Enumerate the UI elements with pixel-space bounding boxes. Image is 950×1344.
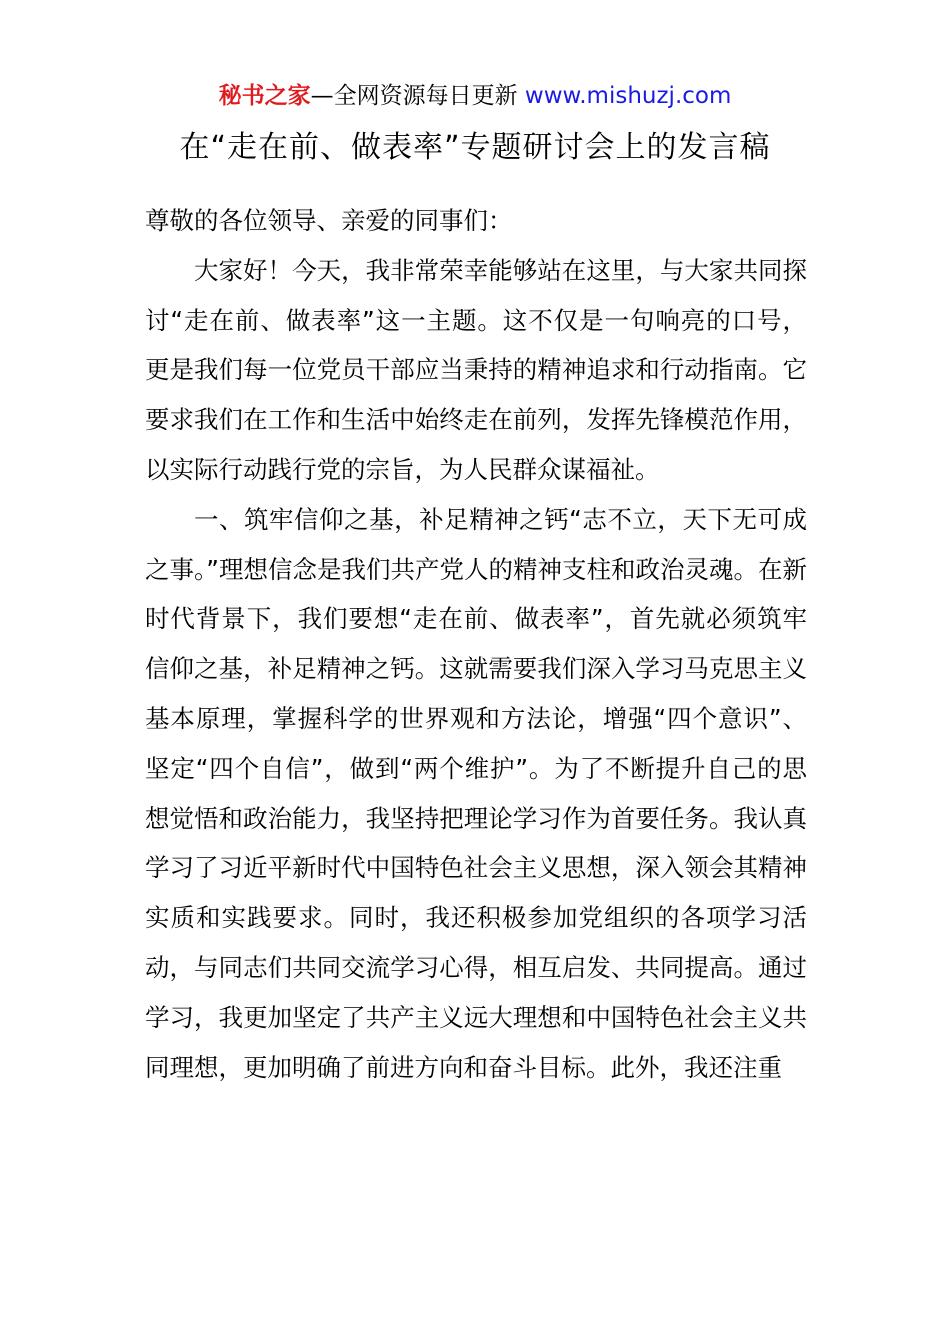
paragraph-opening: 大家好！今天，我非常荣幸能够站在这里，与大家共同探讨“走在前、做表率”这一主题。这不仅是一句响亮的口号，更是我们每一位党员干部应当秉持的精神追求和行动指南。它要求我们在工作和生活中始终走在前列，发挥先锋模范作用，以实际行动践行党的宗旨，为人民群众谋福祉。 bbox=[145, 255, 807, 484]
site-banner bbox=[0, 80, 950, 112]
salutation: 尊敬的各位领导、亲爱的同事们： bbox=[145, 206, 513, 235]
paragraph-section-one: 一、筑牢信仰之基，补足精神之钙“志不立，天下无可成之事。”理想信念是我们共产党人的精神支柱和政治灵魂。在新时代背景下，我们要想“走在前、做表率”，首先就必须筑牢信仰之基，补足精神之钙。这就需要我们深入学习马克思主义基本原理，掌握科学的世界观和方法论，增强“四个意识”、坚定“四个自信”，做到“两个维护”。为了不断提升自己的思想觉悟和政治能力，我坚持把理论学习作为首要任务。我认真学习了习近平新时代中国特色社会主义思想，深入领会其精神实质和实践要求。同时，我还积极参加党组织的各项学习活动，与同志们共同交流学习心得，相互启发、共同提高。通过学习，我更加坚定了共产主义远大理想和中国特色社会主义共同理想，更加明确了前进方向和奋斗目标。此外，我还注重 bbox=[145, 504, 807, 1082]
document-body bbox=[145, 196, 807, 1092]
site-tagline: —全网资源每日更新 bbox=[310, 83, 525, 109]
site-url-link[interactable]: www.mishuzj.com bbox=[524, 83, 732, 109]
site-brand: 秘书之家 bbox=[218, 83, 311, 109]
document-title: 在“走在前、做表率”专题研讨会上的发言稿 bbox=[179, 130, 771, 165]
